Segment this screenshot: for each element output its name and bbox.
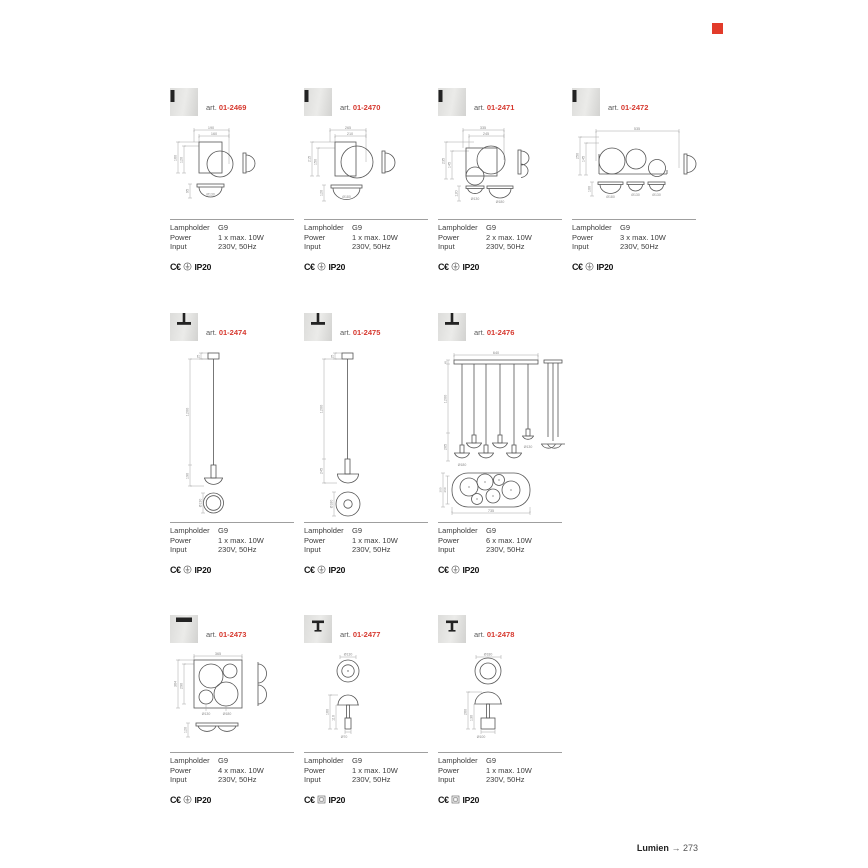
spec-label: Input [438, 242, 455, 251]
footer-arrow: → [671, 843, 681, 853]
technical-drawing [304, 650, 438, 752]
dimension-label: Ø180 [483, 652, 493, 657]
spec-value: 1 x max. 10W [352, 765, 398, 775]
dimension-label: 95 [185, 188, 190, 194]
art-number: 01-2472 [620, 103, 649, 112]
spec-label: Lampholder [438, 756, 478, 765]
card-header [170, 313, 304, 341]
product-card [572, 88, 706, 272]
ce-mark-icon: C€ [572, 261, 583, 272]
product-thumbnail [438, 313, 466, 341]
article-number [340, 630, 380, 643]
spec-value: G9 [486, 223, 497, 232]
dimension-label: 290 [179, 682, 184, 690]
dimension-label: 260 [443, 487, 447, 493]
pendant-lamp-icon [170, 313, 198, 341]
dimension-label: Ø130 [523, 445, 533, 449]
card-header [438, 88, 572, 116]
art-prefix: art. [206, 328, 217, 337]
dimension-label: 265 [443, 443, 448, 451]
spec-label: Lampholder [304, 526, 344, 535]
earth-circle-icon [451, 262, 460, 271]
spec-label: Power [304, 765, 326, 775]
ceiling-lamp-icon [170, 615, 198, 643]
dimension-label: Ø70 [340, 735, 348, 739]
spec-value: 2 x max. 10W [486, 232, 532, 242]
spec-value: G9 [218, 223, 229, 232]
spec-table [304, 752, 428, 785]
certifications [304, 262, 438, 272]
card-header [304, 88, 438, 116]
card-header [438, 615, 572, 643]
spec-label: Input [438, 775, 455, 784]
ce-mark-icon: C€ [438, 794, 449, 805]
ce-mark-icon: C€ [438, 564, 449, 575]
dimension-label: 120 [319, 189, 324, 197]
article-number [206, 103, 246, 116]
certifications [438, 262, 572, 272]
spec-label: Input [170, 545, 187, 554]
spec-label: Lampholder [438, 526, 478, 535]
spec-table [438, 219, 562, 252]
product-thumbnail [304, 615, 332, 643]
ip-rating: IP20 [194, 564, 212, 575]
dimension-label: 120 [183, 726, 188, 734]
spec-label: Power [438, 765, 460, 775]
dimension-label: Ø130 [470, 197, 480, 201]
double-insulation-icon [317, 795, 326, 804]
product-card [304, 88, 438, 272]
ip-rating: IP20 [596, 261, 614, 272]
spec-value: 1 x max. 10W [486, 765, 532, 775]
technical-drawing [170, 124, 304, 219]
spec-label: Power [170, 765, 192, 775]
spec-label: Input [304, 775, 321, 784]
spec-label: Power [170, 535, 192, 545]
earth-circle-icon [317, 565, 326, 574]
art-number: 01-2478 [486, 630, 515, 639]
spec-value: G9 [352, 526, 363, 535]
dimension-label: Ø130 [201, 712, 211, 716]
dimension-label: Ø180 [457, 463, 467, 467]
dimension-label: 364 [173, 680, 178, 688]
pendant-lamp-icon [438, 313, 466, 341]
ip-rating: IP20 [462, 564, 480, 575]
spec-value: G9 [218, 526, 229, 535]
dimension-label: 120 [179, 156, 184, 164]
article-number [340, 103, 380, 116]
dimension-label: Ø180 [329, 499, 334, 509]
art-prefix: art. [474, 630, 485, 639]
art-prefix: art. [340, 630, 351, 639]
spec-label: Input [170, 242, 187, 251]
spec-value: 230V, 50Hz [352, 775, 391, 784]
spec-value: 230V, 50Hz [486, 775, 525, 784]
certifications [572, 262, 706, 272]
spec-value: 6 x max. 10W [486, 535, 532, 545]
card-header [438, 313, 572, 341]
ip-rating: IP20 [462, 794, 480, 805]
card-header [170, 88, 304, 116]
product-row-2 [170, 313, 730, 575]
earth-circle-icon [317, 262, 326, 271]
dimension-label: 120 [454, 190, 459, 197]
ip-rating: IP20 [328, 564, 346, 575]
product-thumbnail [572, 88, 600, 116]
art-number: 01-2475 [352, 328, 381, 337]
wall-lamp-icon [170, 88, 198, 116]
spec-label: Input [170, 775, 187, 784]
dimension-label: 25 [330, 354, 335, 359]
spec-label: Lampholder [304, 223, 344, 232]
dimension-label: Ø130 [198, 498, 203, 508]
ip-rating: IP20 [328, 794, 346, 805]
certifications [438, 795, 572, 805]
dimension-label: 100 [587, 185, 592, 193]
spec-table [170, 522, 294, 555]
dimension-label: 535 [633, 127, 641, 131]
dimension-label: Ø180 [222, 712, 232, 716]
certifications [304, 565, 438, 575]
article-number [608, 103, 648, 116]
pendant-lamp-icon [304, 313, 332, 341]
spec-value: 3 x max. 10W [620, 232, 666, 242]
dimension-label: 365 [214, 652, 222, 656]
spec-value: G9 [218, 756, 229, 765]
product-thumbnail [438, 615, 466, 643]
product-thumbnail [304, 313, 332, 341]
dimension-label: 145 [581, 155, 586, 163]
ce-mark-icon: C€ [170, 261, 181, 272]
dimension-label: 235 [441, 157, 446, 165]
art-prefix: art. [340, 328, 351, 337]
article-number [474, 328, 514, 341]
spec-label: Lampholder [170, 756, 210, 765]
ce-mark-icon: C€ [170, 564, 181, 575]
ce-mark-icon: C€ [304, 794, 315, 805]
art-prefix: art. [474, 103, 485, 112]
product-row-3 [170, 615, 730, 845]
spec-value: 1 x max. 10W [218, 232, 264, 242]
art-number: 01-2476 [486, 328, 515, 337]
product-card [170, 88, 304, 272]
dimension-label: 160 [210, 132, 218, 136]
page-footer [0, 843, 698, 853]
ip-rating: IP20 [194, 794, 212, 805]
spec-label: Input [304, 242, 321, 251]
spec-label: Power [304, 535, 326, 545]
dimension-label: 300 [438, 487, 443, 493]
dimension-label: Ø130 [631, 193, 640, 197]
article-number [206, 328, 246, 341]
spec-table [572, 219, 696, 252]
dimension-label: Ø130 [652, 193, 661, 197]
dimension-label: 265 [344, 126, 352, 130]
dimension-label: 215 [307, 155, 312, 163]
spec-value: G9 [352, 756, 363, 765]
technical-drawing [438, 124, 572, 219]
spec-value: 230V, 50Hz [218, 242, 257, 251]
spec-table [304, 219, 428, 252]
ce-mark-icon: C€ [170, 794, 181, 805]
article-number [474, 103, 514, 116]
spec-label: Lampholder [438, 223, 478, 232]
spec-table [438, 522, 562, 555]
art-prefix: art. [206, 103, 217, 112]
double-insulation-icon [451, 795, 460, 804]
dimension-label: 250 [575, 152, 580, 160]
wall-lamp-icon [438, 88, 466, 116]
dimension-label: 145 [447, 161, 452, 169]
ip-rating: IP20 [328, 261, 346, 272]
product-card [438, 88, 572, 272]
technical-drawing [304, 347, 438, 522]
art-number: 01-2469 [218, 103, 247, 112]
spec-value: 4 x max. 10W [218, 765, 264, 775]
product-card [438, 615, 572, 805]
footer-page-number: 273 [682, 843, 698, 853]
dimension-label: Ø100 [476, 735, 486, 739]
spec-label: Lampholder [170, 526, 210, 535]
product-thumbnail [438, 88, 466, 116]
technical-drawing [170, 347, 304, 522]
card-header [170, 615, 304, 643]
certifications [170, 262, 304, 272]
table-lamp-icon [438, 615, 466, 643]
card-header [304, 615, 438, 643]
certifications [170, 565, 304, 575]
ce-mark-icon: C€ [304, 564, 315, 575]
spec-value: 230V, 50Hz [218, 545, 257, 554]
spec-value: 230V, 50Hz [486, 242, 525, 251]
spec-label: Power [572, 232, 594, 242]
dimension-label: 190 [185, 472, 190, 480]
table-lamp-icon [304, 615, 332, 643]
dimension-label: Ø130 [206, 192, 215, 197]
dimension-label: 260 [463, 708, 468, 716]
spec-table [170, 752, 294, 785]
ce-mark-icon: C€ [438, 261, 449, 272]
spec-value: 230V, 50Hz [352, 545, 391, 554]
art-prefix: art. [206, 630, 217, 639]
spec-label: Power [438, 232, 460, 242]
product-card [438, 313, 572, 575]
product-row-1 [170, 88, 730, 318]
spec-table [304, 522, 428, 555]
spec-label: Power [438, 535, 460, 545]
spec-value: 1 x max. 10W [352, 232, 398, 242]
spec-label: Input [304, 545, 321, 554]
dimension-label: Ø180 [342, 195, 351, 199]
dimension-label: Ø180 [606, 195, 615, 199]
spec-table [170, 219, 294, 252]
wall-lamp-icon [304, 88, 332, 116]
product-thumbnail [170, 313, 198, 341]
spec-value: G9 [352, 223, 363, 232]
dimension-label: 1200 [185, 407, 190, 417]
spec-label: Input [438, 545, 455, 554]
dimension-label: 210 [346, 132, 354, 136]
dimension-label: 160 [325, 708, 330, 716]
earth-circle-icon [183, 565, 192, 574]
product-thumbnail [170, 88, 198, 116]
dimension-label: 735 [487, 509, 495, 513]
earth-circle-icon [585, 262, 594, 271]
art-number: 01-2473 [218, 630, 247, 639]
art-number: 01-2474 [218, 328, 247, 337]
dimension-label: 160 [173, 154, 178, 162]
footer-collection-name: Lumien [636, 843, 669, 853]
technical-drawing [438, 650, 572, 752]
art-prefix: art. [608, 103, 619, 112]
spec-value: G9 [620, 223, 631, 232]
dimension-label: 150 [313, 158, 318, 166]
spec-label: Power [304, 232, 326, 242]
certifications [304, 795, 438, 805]
spec-label: Lampholder [304, 756, 344, 765]
product-card [304, 313, 438, 575]
ip-rating: IP20 [194, 261, 212, 272]
dimension-label: 190 [207, 126, 215, 130]
wall-lamp-icon [572, 88, 600, 116]
spec-value: 1 x max. 10W [218, 535, 264, 545]
dimension-label: 1200 [443, 394, 448, 404]
product-thumbnail [170, 615, 198, 643]
dimension-label: Ø130 [343, 652, 353, 657]
dimension-label: 245 [319, 467, 324, 475]
earth-circle-icon [183, 795, 192, 804]
technical-drawing [304, 124, 438, 219]
technical-drawing [170, 650, 304, 752]
dimension-label: Ø180 [495, 200, 505, 204]
certifications [438, 565, 572, 575]
dimension-label: 110 [331, 714, 336, 722]
product-card [170, 313, 304, 575]
card-header [304, 313, 438, 341]
technical-drawing [572, 124, 706, 219]
red-page-marker [712, 23, 723, 34]
dimension-label: 640 [492, 351, 500, 355]
spec-value: G9 [486, 756, 497, 765]
art-prefix: art. [474, 328, 485, 337]
technical-drawing [438, 347, 572, 522]
product-thumbnail [304, 88, 332, 116]
product-card [304, 615, 438, 805]
product-card [170, 615, 304, 805]
spec-label: Lampholder [170, 223, 210, 232]
spec-label: Power [170, 232, 192, 242]
certifications [170, 795, 304, 805]
ip-rating: IP20 [462, 261, 480, 272]
dimension-label: 335 [479, 126, 487, 130]
spec-label: Input [572, 242, 589, 251]
earth-circle-icon [183, 262, 192, 271]
spec-value: G9 [486, 526, 497, 535]
article-number [340, 328, 380, 341]
dimension-label: 45 [443, 360, 448, 365]
spec-value: 1 x max. 10W [352, 535, 398, 545]
spec-table [438, 752, 562, 785]
art-number: 01-2470 [352, 103, 381, 112]
spec-value: 230V, 50Hz [620, 242, 659, 251]
dimension-label: 245 [482, 132, 490, 136]
card-header [572, 88, 706, 116]
art-prefix: art. [340, 103, 351, 112]
dimension-label: 1200 [319, 404, 324, 414]
art-number: 01-2471 [486, 103, 515, 112]
spec-value: 230V, 50Hz [352, 242, 391, 251]
spec-value: 230V, 50Hz [218, 775, 257, 784]
spec-value: 230V, 50Hz [486, 545, 525, 554]
spec-label: Lampholder [572, 223, 612, 232]
dimension-label: 130 [469, 714, 474, 722]
earth-circle-icon [451, 565, 460, 574]
article-number [206, 630, 246, 643]
art-number: 01-2477 [352, 630, 381, 639]
ce-mark-icon: C€ [304, 261, 315, 272]
dimension-label: 25 [196, 354, 201, 359]
article-number [474, 630, 514, 643]
